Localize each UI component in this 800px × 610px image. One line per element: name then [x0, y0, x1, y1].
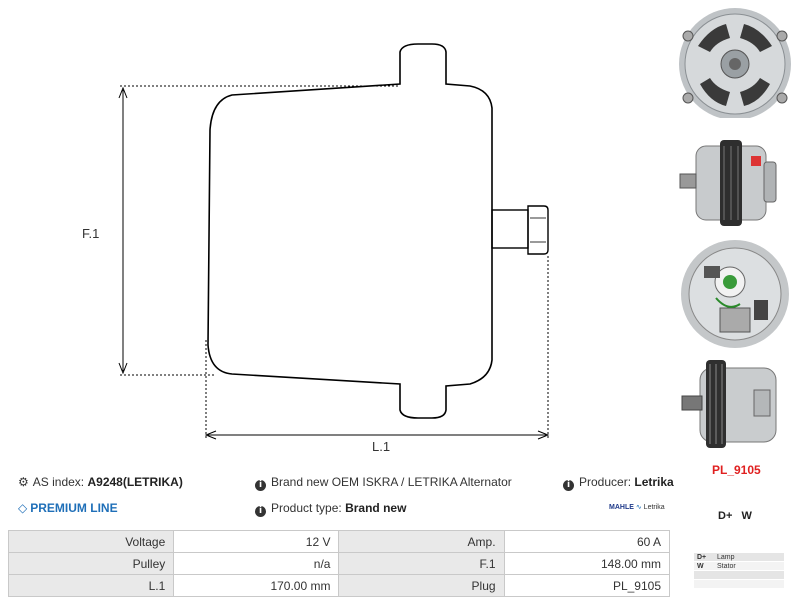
spec-label: L.1 — [9, 575, 174, 597]
brand-logo-main: MAHLE — [609, 504, 634, 511]
legend-row — [694, 571, 784, 580]
table-row — [9, 575, 670, 597]
shaft-outline — [492, 210, 528, 248]
info-icon: i — [563, 480, 574, 491]
info-icon: i — [255, 480, 266, 491]
premium-line-badge — [18, 501, 118, 515]
spec-label: Amp. — [339, 531, 504, 553]
producer-value: Letrika — [634, 475, 674, 489]
brand-logo-sub: Letrika — [643, 504, 665, 511]
as-index-label: AS index: — [32, 475, 85, 489]
spec-value: PL_9105 — [504, 575, 669, 597]
as-index — [18, 475, 183, 489]
plug-pins: D+ W — [718, 510, 752, 522]
spec-label: Pulley — [9, 553, 174, 575]
spec-label: Plug — [339, 575, 504, 597]
spec-value: 148.00 mm — [504, 553, 669, 575]
producer — [563, 475, 674, 491]
legend-row — [694, 580, 784, 589]
product-type-label: Product type: — [271, 501, 342, 515]
product-type-value: Brand new — [345, 501, 407, 515]
product-photo-side[interactable] — [676, 126, 794, 238]
spec-value: 60 A — [504, 531, 669, 553]
plug-legend — [694, 553, 784, 589]
producer-label: Producer: — [579, 475, 632, 489]
wave-icon: ∿ — [635, 504, 642, 511]
legend-row: W Stator — [694, 562, 784, 571]
spec-table — [8, 530, 670, 597]
product-photo-rear[interactable] — [676, 238, 794, 350]
brand-logo — [609, 503, 665, 511]
description-text: Brand new OEM ISKRA / LETRIKA Alternator — [271, 475, 512, 489]
premium-line-text: PREMIUM LINE — [30, 501, 118, 515]
diamond-icon: ◇ — [18, 501, 28, 515]
spec-label: Voltage — [9, 531, 174, 553]
spec-label: F.1 — [339, 553, 504, 575]
dim-height-label: F.1 — [82, 226, 100, 241]
product-photo-angle[interactable] — [676, 350, 794, 462]
info-icon: i — [255, 506, 266, 517]
nut-outline — [528, 206, 548, 254]
product-type — [255, 501, 406, 517]
spec-value: 170.00 mm — [174, 575, 339, 597]
as-index-value: A9248(LETRIKA) — [87, 475, 183, 489]
table-row — [9, 553, 670, 575]
gear-icon: ⚙ — [18, 475, 29, 489]
spec-value: 12 V — [174, 531, 339, 553]
product-description — [255, 475, 512, 491]
product-photo-front[interactable] — [676, 6, 794, 118]
table-row — [9, 531, 670, 553]
plug-id[interactable]: PL_9105 — [712, 463, 761, 477]
dim-length-label: L.1 — [372, 439, 391, 454]
legend-row: D+ Lamp — [694, 553, 784, 562]
spec-value: n/a — [174, 553, 339, 575]
alternator-body-outline — [208, 44, 492, 418]
